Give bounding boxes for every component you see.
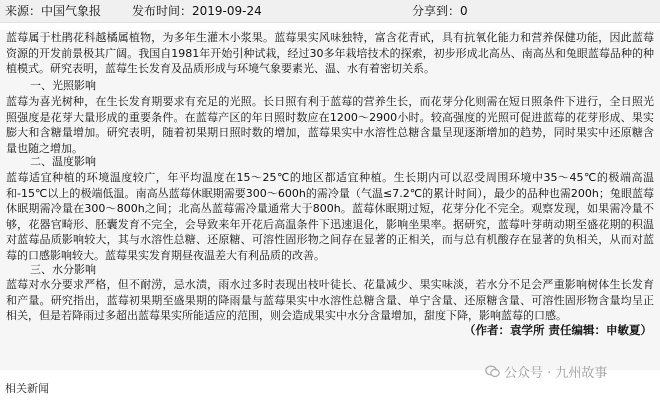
- watermark-text: 公众号 · 九州故事: [504, 366, 608, 381]
- temperature-paragraph: 蓝莓适宜种植的环境温度较广，年平均温度在15～25℃的地区都适宜种植。生长期内可以忍受周围环境中35～45℃的极端高温和-15℃以上的极端低温。南高丛蓝莓休眠期需要300～600h的需冷量（气温≤7.2℃的累计时间），最少的品种也需200h；兔眼蓝莓休眠期需冷量在300～800h之间；北高丛蓝莓需冷量通常大于800h。蓝莓休眠期过短，花芽分化不完全。观察发现，如果需冷量不够，花器官畸形、胚囊发育不完全，会导致来年开花后高温条件下迅速退化，影响坐果率。据研究，蓝莓叶芽萌动期至盛花期的积温对蓝莓品质影响较大，其与水溶性总糖、还原糖、可溶性固形物之间存在显著的正相关，而与总有机酸存在显著的负相关，从而对蓝莓的口感影响较大。蓝莓果实发育期昼夜温差大有利品质的改善。: [6, 171, 654, 262]
- water-paragraph: 蓝莓对水分要求严格，但不耐涝，忌水渍，雨水过多时表现出枝叶徒长、花量减少、果实味淡，若水分不足会严重影响树体生长发育和产量。研究指出，蓝莓初果期至盛果期的降雨量与蓝莓果实中水溶性总糖含量、单宁含量、还原糖含量、可溶性固形物含量均呈正相关，但是若降雨过多超出蓝莓果实所能适应的范围，则会造成果实中水分含量增加，甜度下降，影响蓝莓的口感。: [6, 278, 654, 323]
- wechat-icon: [485, 364, 500, 379]
- publish-time: 发布时间：2019-09-24: [132, 4, 262, 18]
- light-paragraph: 蓝莓为喜光树种，在生长发育期要求有充足的光照。长日照有利于蓝莓的营养生长，而花芽分化则需在短日照条件下进行，全日照光照强度是花芽大量形成的重要条件。在蓝莓产区的年日照时数应在1200～2900小时。较高强度的光照可促进蓝莓的花芽形成、果实膨大和含糖量增加。研究表明，随着初果期日照时数的增加，蓝莓果实中水溶性总糖含量呈现逐渐增加的趋势，同时果实中还原糖含量也随之增加。: [6, 95, 654, 155]
- section-heading-light: 一、光照影响: [30, 79, 96, 92]
- section-heading-temperature: 二、温度影响: [30, 155, 96, 168]
- article-meta-bar: [0, 0, 660, 23]
- related-news-label[interactable]: 相关新闻: [5, 382, 49, 395]
- intro-paragraph: 蓝莓属于杜鹃花科越橘属植物，为多年生灌木小浆果。蓝莓果实风味独特，富含花青甙，具有抗氧化能力和营养保健功能，因此蓝莓资源的开发前景极其广阔。我国自1981年开始引种试栽，经过30多年栽培技术的探索，初步形成北高丛、南高丛和兔眼蓝莓品种的种植模式。研究表明，蓝莓生长发育及品质形成与环境气象要素光、温、水有着密切关系。: [6, 31, 654, 76]
- author-editor-line: （作者：袁学所 责任编辑：申敏夏）: [463, 323, 652, 337]
- article-body: [0, 30, 660, 370]
- wechat-watermark: [485, 362, 607, 381]
- source-label: 来源：中国气象报: [5, 4, 102, 18]
- share-count[interactable]: 分享到：0: [412, 4, 468, 18]
- section-heading-water: 三、水分影响: [30, 263, 96, 276]
